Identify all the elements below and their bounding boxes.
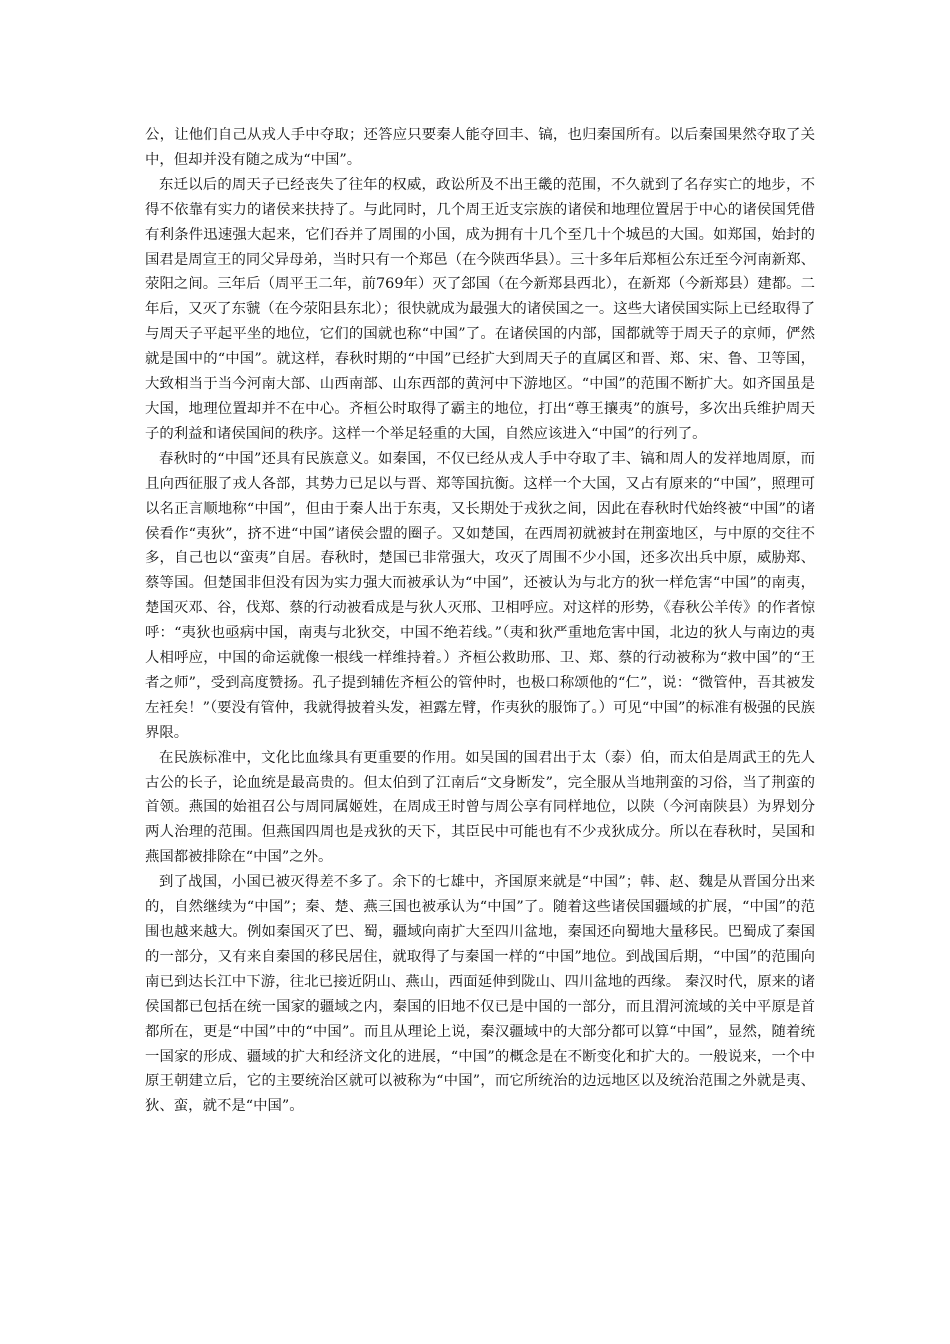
paragraph-3: 春秋时的“中国”还具有民族意义。如秦国，不仅已经从戎人手中夺取了丰、镐和周人的发祥地周原，而且向西征服了戎人各部，其势力已足以与晋、郑等国抗衡。这样一个大国，又占有原来的“中国”，照理可以名正言顺地称“中国”，但由于秦人出于东夷，又长期处于戎狄之间，因此在春秋时代始终被“中国”的诸侯看作“夷狄”，挤不进“中国”诸侯会盟的圈子。又如楚国，在西周初就被封在荆蛮地区，与中原的交往不多，自己也以“蛮夷”自居。春秋时，楚国已非常强大，攻灭了周围不少小国，还多次出兵中原，威胁郑、蔡等国。但楚国非但没有因为实力强大而被承认为“中国”，还被认为与北方的狄一样危害“中国”的南夷，楚国灭邓、谷，伐郑、蔡的行动被看成是与狄人灭邢、卫相呼应。对这样的形势，《春秋公羊传》的作者惊呼：“夷狄也亟病中国，南夷与北狄交，中国不绝若线。”（夷和狄严重地危害中国，北边的狄人与南边的夷人相呼应，中国的命运就像一根线一样维持着。）齐桓公救助邢、卫、郑、蔡的行动被称为“救中国”的“王者之师”，受到高度赞扬。孔子提到辅佐齐桓公的管仲时，也极口称颂他的“仁”，说：“微管仲，吾其被发左衽矣！”（要没有管仲，我就得披着头发，袒露左臂，作夷狄的服饰了。）可见“中国”的标准有极强的民族界限。 [145,450,815,741]
paragraph-4: 在民族标准中，文化比血缘具有更重要的作用。如吴国的国君出于太（泰）伯，而太伯是周武王的先人古公的长子，论血统是最高贵的。但太伯到了江南后“文身断发”，完全服从当地荆蛮的习俗，当了荆蛮的首领。燕国的始祖召公与周同属姬姓，在周成王时曾与周公享有同样地位，以陕（今河南陕县）为界划分两人治理的范围。但燕国四周也是戎狄的天下，其臣民中可能也有不少戎狄成分。所以在春秋时，吴国和燕国都被排除在“中国”之外。 [145,749,815,866]
paragraph-2: 东迁以后的周天子已经丧失了往年的权威，政讼所及不出王畿的范围，不久就到了名存实亡的地步，不得不依靠有实力的诸侯来扶持了。与此同时，几个周王近支宗族的诸侯和地理位置居于中心的诸侯国凭借有利条件迅速强大起来，它们吞并了周围的小国，成为拥有十几个至几十个城邑的大国。如郑国，始封的国君是周宣王的同父异母弟，当时只有一个郑邑（在今陕西华县）。三十多年后郑桓公东迁至今河南新郑、荥阳之间。三年后（周平王二年，前769年）灭了郐国（在今新郑县西北），在新郑（今新郑县）建都。二年后，又灭了东虢（在今荥阳县东北）；很快就成为最强大的诸侯国之一。这些大诸侯国实际上已经取得了与周天子平起平坐的地位，它们的国就也称“中国”了。在诸侯国的内部，国都就等于周天子的京师，俨然就是国中的“中国”。就这样，春秋时期的“中国”已经扩大到周天子的直属区和晋、郑、宋、鲁、卫等国，大致相当于当今河南大部、山西南部、山东西部的黄河中下游地区。“中国”的范围不断扩大。如齐国虽是大国，地理位置却并不在中心。齐桓公时取得了霸主的地位，打出“尊王攘夷”的旗号，多次出兵维护周天子的利益和诸侯国间的秩序。这样一个举足轻重的大国，自然应该进入“中国”的行列了。 [145,176,815,442]
document-body [145,123,815,1119]
paragraph-5: 到了战国，小国已被灭得差不多了。余下的七雄中，齐国原来就是“中国”；韩、赵、魏是从晋国分出来的，自然继续为“中国”；秦、楚、燕三国也被承认为“中国”了。随着这些诸侯国疆域的扩展，“中国”的范围也越来越大。例如秦国灭了巴、蜀，疆域向南扩大至四川盆地，秦国还向蜀地大量移民。巴蜀成了秦国的一部分，又有来自秦国的移民居住，就取得了与秦国一样的“中国”地位。到战国后期，“中国”的范围向南已到达长江中下游，往北已接近阴山、燕山，西面延伸到陇山、四川盆地的西缘。 秦汉时代，原来的诸侯国都已包括在统一国家的疆域之内，秦国的旧地不仅已是中国的一部分，而且渭河流域的关中平原是首都所在，更是“中国”中的“中国”。而且从理论上说，秦汉疆域中的大部分都可以算“中国”，显然，随着统一国家的形成、疆域的扩大和经济文化的进展，“中国”的概念是在不断变化和扩大的。一般说来，一个中原王朝建立后，它的主要统治区就可以被称为“中国”，而它所统治的边远地区以及统治范围之外就是夷、狄、蛮，就不是“中国”。 [145,874,815,1115]
paragraph-1: 公，让他们自己从戎人手中夺取；还答应只要秦人能夺回丰、镐，也归秦国所有。以后秦国果然夺取了关中，但却并没有随之成为“中国”。 [145,127,815,168]
